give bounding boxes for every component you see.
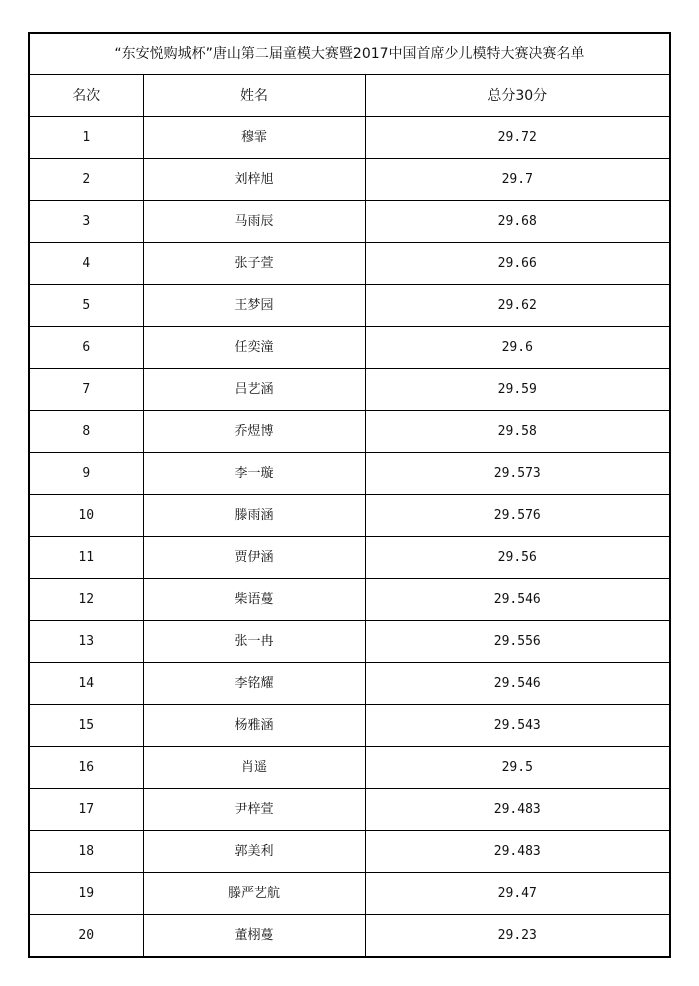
score-cell: 29.56 — [365, 537, 670, 579]
rank-cell: 9 — [29, 453, 143, 495]
rank-cell: 4 — [29, 243, 143, 285]
table-row — [29, 495, 670, 537]
rank-cell: 19 — [29, 873, 143, 915]
table-row — [29, 117, 670, 159]
table-row — [29, 243, 670, 285]
score-cell: 29.58 — [365, 411, 670, 453]
table-row — [29, 663, 670, 705]
score-cell: 29.47 — [365, 873, 670, 915]
score-cell: 29.483 — [365, 831, 670, 873]
rank-cell: 18 — [29, 831, 143, 873]
rank-cell: 7 — [29, 369, 143, 411]
rank-cell: 2 — [29, 159, 143, 201]
name-cell: 任奕潼 — [143, 327, 365, 369]
score-cell: 29.68 — [365, 201, 670, 243]
rank-cell: 13 — [29, 621, 143, 663]
name-cell: 李铭耀 — [143, 663, 365, 705]
name-cell: 王梦园 — [143, 285, 365, 327]
name-column-header: 姓名 — [143, 75, 365, 117]
table-row — [29, 579, 670, 621]
score-cell: 29.59 — [365, 369, 670, 411]
score-cell: 29.66 — [365, 243, 670, 285]
name-cell: 滕雨涵 — [143, 495, 365, 537]
rank-cell: 17 — [29, 789, 143, 831]
name-cell: 穆霏 — [143, 117, 365, 159]
table-row — [29, 327, 670, 369]
table-row — [29, 747, 670, 789]
rank-cell: 16 — [29, 747, 143, 789]
header-row — [29, 75, 670, 117]
name-cell: 乔煜博 — [143, 411, 365, 453]
table-row — [29, 411, 670, 453]
score-cell: 29.546 — [365, 663, 670, 705]
rank-cell: 12 — [29, 579, 143, 621]
table-body — [29, 117, 670, 958]
table-row — [29, 201, 670, 243]
rank-cell: 15 — [29, 705, 143, 747]
name-cell: 张子萱 — [143, 243, 365, 285]
score-cell: 29.556 — [365, 621, 670, 663]
rank-cell: 20 — [29, 915, 143, 958]
rank-cell: 14 — [29, 663, 143, 705]
table-row — [29, 285, 670, 327]
rank-cell: 6 — [29, 327, 143, 369]
rank-cell: 3 — [29, 201, 143, 243]
name-cell: 肖遥 — [143, 747, 365, 789]
rank-cell: 11 — [29, 537, 143, 579]
name-cell: 刘梓旭 — [143, 159, 365, 201]
rank-column-header: 名次 — [29, 75, 143, 117]
score-cell: 29.573 — [365, 453, 670, 495]
name-cell: 杨雅涵 — [143, 705, 365, 747]
name-cell: 尹梓萱 — [143, 789, 365, 831]
score-cell: 29.543 — [365, 705, 670, 747]
name-cell: 马雨辰 — [143, 201, 365, 243]
name-cell: 吕艺涵 — [143, 369, 365, 411]
score-cell: 29.5 — [365, 747, 670, 789]
score-cell: 29.62 — [365, 285, 670, 327]
rank-cell: 1 — [29, 117, 143, 159]
table-row — [29, 789, 670, 831]
results-table — [28, 32, 671, 958]
score-cell: 29.72 — [365, 117, 670, 159]
table-row — [29, 873, 670, 915]
table-title: “东安悦购城杯”唐山第二届童模大赛暨2017中国首席少儿模特大赛决赛名单 — [29, 33, 670, 75]
table-row — [29, 159, 670, 201]
score-cell: 29.483 — [365, 789, 670, 831]
name-cell: 柴语蔓 — [143, 579, 365, 621]
table-row — [29, 369, 670, 411]
name-cell: 贾伊涵 — [143, 537, 365, 579]
score-cell: 29.546 — [365, 579, 670, 621]
table-row — [29, 915, 670, 958]
rank-cell: 5 — [29, 285, 143, 327]
rank-cell: 10 — [29, 495, 143, 537]
table-row — [29, 705, 670, 747]
rank-cell: 8 — [29, 411, 143, 453]
score-cell: 29.7 — [365, 159, 670, 201]
score-cell: 29.6 — [365, 327, 670, 369]
name-cell: 李一璇 — [143, 453, 365, 495]
name-cell: 滕严艺航 — [143, 873, 365, 915]
name-cell: 郭美利 — [143, 831, 365, 873]
name-cell: 张一冉 — [143, 621, 365, 663]
score-column-header: 总分30分 — [365, 75, 670, 117]
name-cell: 董栩蔓 — [143, 915, 365, 958]
score-cell: 29.23 — [365, 915, 670, 958]
table-row — [29, 537, 670, 579]
title-row — [29, 33, 670, 75]
score-cell: 29.576 — [365, 495, 670, 537]
table-row — [29, 621, 670, 663]
table-row — [29, 831, 670, 873]
table-row — [29, 453, 670, 495]
